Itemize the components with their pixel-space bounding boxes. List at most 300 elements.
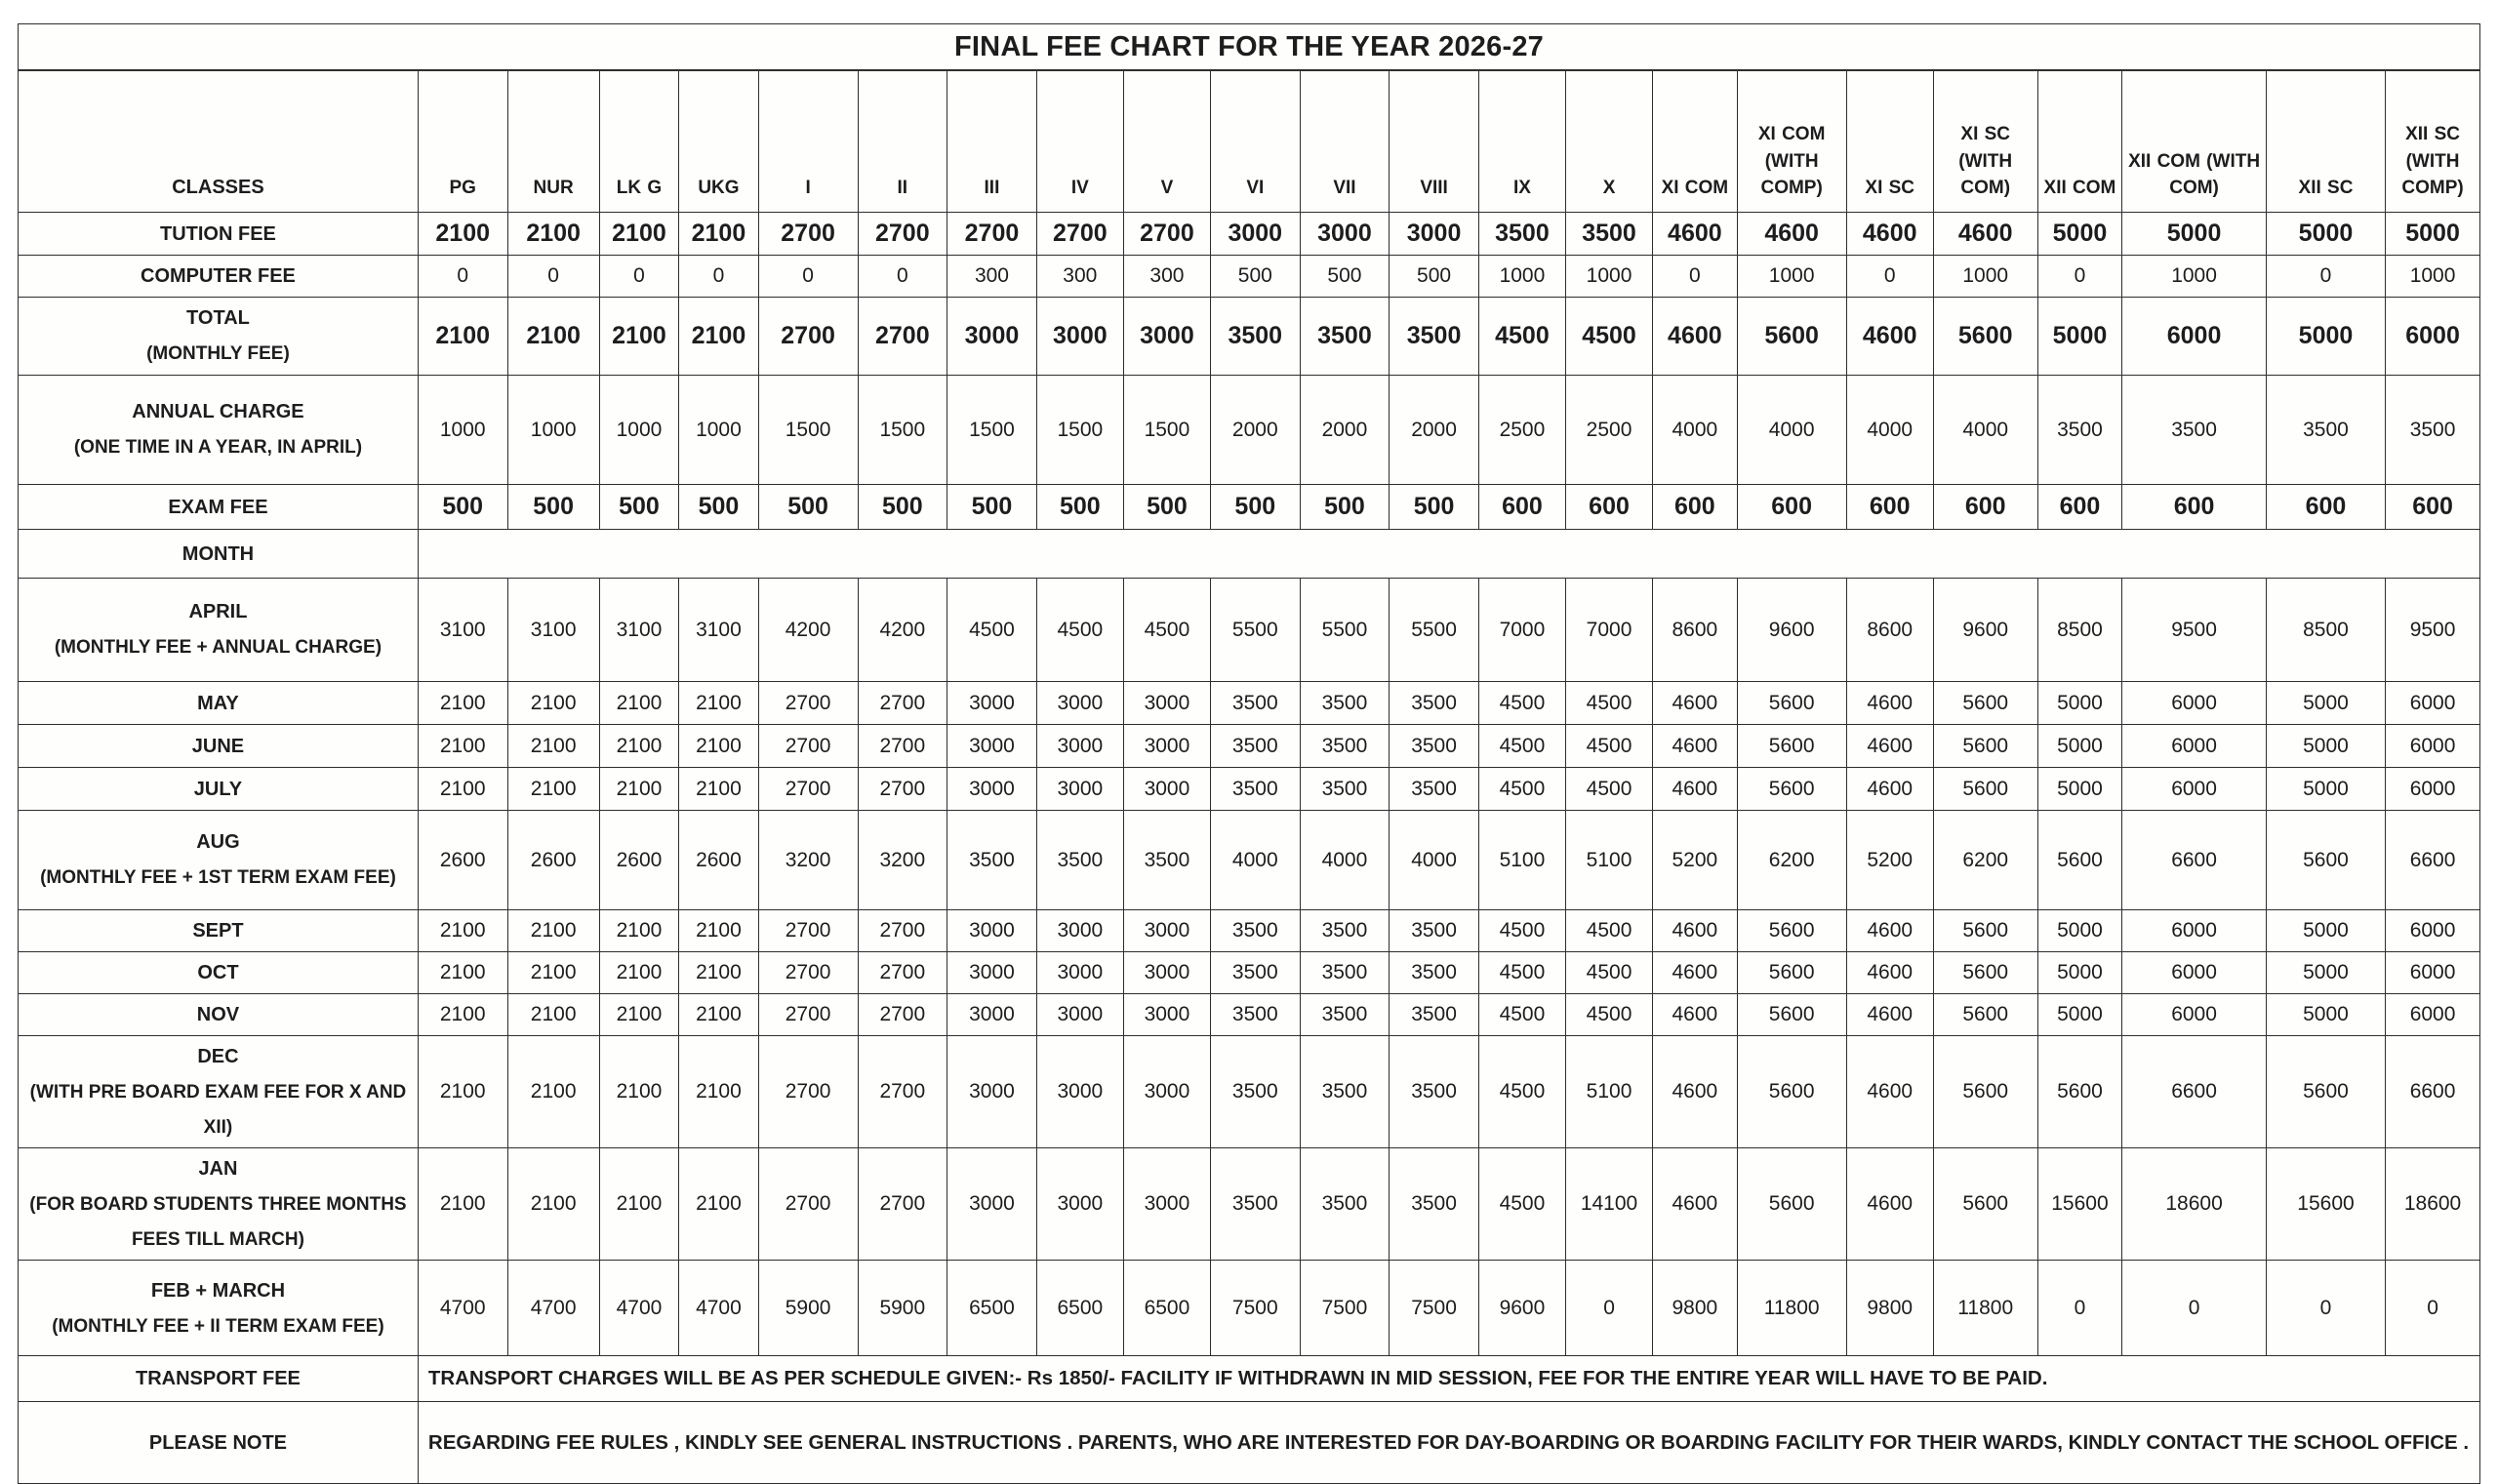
fee-value-cell: 500 <box>1036 485 1123 530</box>
fee-value-cell: 4600 <box>1846 682 1933 725</box>
fee-value-cell: 500 <box>947 485 1037 530</box>
row-label-sub: (MONTHLY FEE + 1ST TERM EXAM FEE) <box>40 867 396 889</box>
fee-value-cell: 5000 <box>2037 952 2122 994</box>
fee-row <box>19 910 2480 952</box>
fee-value-cell: 2100 <box>679 682 758 725</box>
fee-value-cell: 2100 <box>679 298 758 376</box>
fee-value-cell: 600 <box>1737 485 1846 530</box>
fee-value-cell: 4600 <box>1653 1036 1738 1148</box>
fee-value-cell: 3000 <box>1123 952 1210 994</box>
fee-value-cell: 3500 <box>1300 1148 1390 1261</box>
fee-value-cell: 4600 <box>1846 1036 1933 1148</box>
fee-value-cell: 4600 <box>1653 213 1738 256</box>
fee-value-cell: 4500 <box>1565 725 1652 768</box>
page-title: FINAL FEE CHART FOR THE YEAR 2026-27 <box>19 24 2480 71</box>
column-header: V <box>1123 70 1210 213</box>
fee-value-cell: 2100 <box>599 952 678 994</box>
fee-value-cell: 600 <box>1565 485 1652 530</box>
fee-row <box>19 1148 2480 1261</box>
fee-value-cell: 6000 <box>2122 298 2267 376</box>
fee-value-cell: 6600 <box>2122 1036 2267 1148</box>
fee-value-cell: 500 <box>758 485 858 530</box>
fee-value-cell: 7500 <box>1210 1261 1300 1356</box>
row-label-main: TOTAL <box>186 307 250 330</box>
fee-value-cell: 4600 <box>1653 768 1738 811</box>
fee-value-cell: 2700 <box>858 682 947 725</box>
fee-value-cell: 600 <box>2122 485 2267 530</box>
fee-value-cell: 6500 <box>947 1261 1037 1356</box>
fee-value-cell: 3000 <box>1300 213 1390 256</box>
column-header: NUR <box>507 70 599 213</box>
fee-value-cell: 3200 <box>858 811 947 910</box>
fee-value-cell: 6000 <box>2386 910 2480 952</box>
fee-value-cell: 500 <box>1300 485 1390 530</box>
fee-value-cell: 2100 <box>507 725 599 768</box>
fee-value-cell: 2100 <box>599 768 678 811</box>
fee-value-cell: 7000 <box>1565 579 1652 682</box>
fee-value-cell: 9500 <box>2122 579 2267 682</box>
fee-value-cell: 4600 <box>1653 725 1738 768</box>
fee-value-cell: 5000 <box>2266 952 2385 994</box>
fee-value-cell: 600 <box>2386 485 2480 530</box>
fee-value-cell: 4600 <box>1653 682 1738 725</box>
fee-value-cell: 5600 <box>1933 682 2037 725</box>
fee-value-cell: 3500 <box>1390 768 1479 811</box>
fee-value-cell: 5000 <box>2037 213 2122 256</box>
fee-value-cell: 3000 <box>1123 910 1210 952</box>
fee-value-cell: 5600 <box>1933 725 2037 768</box>
fee-row <box>19 682 2480 725</box>
fee-chart-table <box>18 23 2480 1484</box>
fee-value-cell: 2100 <box>679 768 758 811</box>
note-row-label: TRANSPORT FEE <box>19 1356 419 1402</box>
fee-value-cell: 8600 <box>1653 579 1738 682</box>
fee-value-cell: 5600 <box>1737 725 1846 768</box>
fee-value-cell: 3000 <box>1123 298 1210 376</box>
fee-value-cell: 2700 <box>858 910 947 952</box>
fee-value-cell: 5600 <box>1737 682 1846 725</box>
fee-value-cell: 3500 <box>1390 910 1479 952</box>
column-header: VI <box>1210 70 1300 213</box>
fee-value-cell: 0 <box>2266 256 2385 298</box>
fee-value-cell: 6000 <box>2122 768 2267 811</box>
fee-value-cell: 5000 <box>2037 298 2122 376</box>
fee-value-cell: 7500 <box>1300 1261 1390 1356</box>
fee-value-cell: 3000 <box>1123 1036 1210 1148</box>
fee-value-cell: 4500 <box>1565 994 1652 1036</box>
fee-value-cell: 3500 <box>1210 1148 1300 1261</box>
fee-value-cell: 2100 <box>679 1036 758 1148</box>
row-label <box>19 298 419 376</box>
fee-value-cell: 4600 <box>1846 298 1933 376</box>
fee-value-cell: 6000 <box>2386 298 2480 376</box>
fee-value-cell: 0 <box>418 256 507 298</box>
fee-value-cell: 4200 <box>858 579 947 682</box>
fee-value-cell: 6200 <box>1933 811 2037 910</box>
fee-value-cell: 3000 <box>947 1148 1037 1261</box>
fee-value-cell: 3500 <box>1478 213 1565 256</box>
fee-value-cell: 3000 <box>1210 213 1300 256</box>
fee-value-cell: 3500 <box>1300 725 1390 768</box>
fee-value-cell: 1000 <box>2386 256 2480 298</box>
column-header: IX <box>1478 70 1565 213</box>
fee-value-cell: 5600 <box>1737 952 1846 994</box>
fee-value-cell: 2000 <box>1390 376 1479 485</box>
fee-value-cell: 11800 <box>1933 1261 2037 1356</box>
fee-row <box>19 485 2480 530</box>
fee-value-cell: 3500 <box>947 811 1037 910</box>
row-label <box>19 1036 419 1148</box>
fee-value-cell: 3500 <box>1300 952 1390 994</box>
note-row-text: REGARDING FEE RULES , KINDLY SEE GENERAL INSTRUCTIONS . PARENTS, WHO ARE INTERESTED FOR DAY-BOARDING OR BOARDING FACILITY FOR THEIR WARDS, KINDLY CONTACT THE SCHOOL OFFICE . <box>418 1402 2479 1484</box>
fee-value-cell: 4700 <box>507 1261 599 1356</box>
fee-value-cell: 6600 <box>2122 811 2267 910</box>
fee-value-cell: 1500 <box>858 376 947 485</box>
column-header: VIII <box>1390 70 1479 213</box>
fee-value-cell: 5100 <box>1565 811 1652 910</box>
fee-value-cell: 500 <box>1210 256 1300 298</box>
fee-value-cell: 2100 <box>679 1148 758 1261</box>
fee-value-cell: 5600 <box>2037 811 2122 910</box>
row-label-main: SEPT <box>192 920 244 942</box>
fee-value-cell: 2700 <box>758 994 858 1036</box>
fee-value-cell: 5100 <box>1478 811 1565 910</box>
fee-value-cell: 0 <box>507 256 599 298</box>
column-header: IV <box>1036 70 1123 213</box>
fee-value-cell: 0 <box>599 256 678 298</box>
fee-value-cell: 3000 <box>947 298 1037 376</box>
title-row <box>19 24 2480 71</box>
fee-value-cell: 2700 <box>858 725 947 768</box>
row-label-main: ANNUAL CHARGE <box>132 401 304 423</box>
fee-value-cell: 5500 <box>1300 579 1390 682</box>
fee-value-cell: 3100 <box>507 579 599 682</box>
fee-value-cell: 3500 <box>1390 1036 1479 1148</box>
fee-value-cell: 3000 <box>1036 910 1123 952</box>
fee-value-cell: 2100 <box>507 682 599 725</box>
column-header: XI COM (WITH COMP) <box>1737 70 1846 213</box>
fee-value-cell: 3100 <box>418 579 507 682</box>
fee-value-cell: 4600 <box>1653 298 1738 376</box>
row-label-sub: (MONTHLY FEE + II TERM EXAM FEE) <box>52 1315 384 1337</box>
fee-value-cell: 4700 <box>418 1261 507 1356</box>
fee-value-cell: 15600 <box>2266 1148 2385 1261</box>
fee-value-cell: 500 <box>507 485 599 530</box>
fee-value-cell: 3000 <box>1123 1148 1210 1261</box>
row-label-main: EXAM FEE <box>168 496 268 518</box>
fee-value-cell: 4000 <box>1390 811 1479 910</box>
fee-value-cell: 2100 <box>507 994 599 1036</box>
fee-value-cell: 2700 <box>758 725 858 768</box>
row-label-sub: (WITH PRE BOARD EXAM FEE FOR X AND XII) <box>29 1082 407 1139</box>
fee-value-cell: 2700 <box>858 768 947 811</box>
fee-value-cell: 4600 <box>1846 725 1933 768</box>
fee-value-cell: 4500 <box>1478 1036 1565 1148</box>
column-header: II <box>858 70 947 213</box>
fee-value-cell: 2700 <box>947 213 1037 256</box>
note-row <box>19 1402 2480 1484</box>
column-header: PG <box>418 70 507 213</box>
fee-value-cell: 9800 <box>1846 1261 1933 1356</box>
fee-value-cell: 3000 <box>1036 1148 1123 1261</box>
fee-value-cell: 300 <box>947 256 1037 298</box>
fee-value-cell: 5600 <box>2266 811 2385 910</box>
fee-value-cell: 4500 <box>1478 768 1565 811</box>
fee-value-cell: 3500 <box>1300 298 1390 376</box>
fee-value-cell: 0 <box>1653 256 1738 298</box>
fee-value-cell: 6200 <box>1737 811 1846 910</box>
row-label <box>19 994 419 1036</box>
fee-value-cell: 500 <box>1300 256 1390 298</box>
row-label <box>19 376 419 485</box>
fee-value-cell: 5000 <box>2266 213 2385 256</box>
fee-value-cell: 4500 <box>1565 910 1652 952</box>
row-label <box>19 579 419 682</box>
fee-value-cell: 3000 <box>1123 725 1210 768</box>
fee-value-cell: 1500 <box>758 376 858 485</box>
fee-row <box>19 768 2480 811</box>
fee-value-cell: 600 <box>1933 485 2037 530</box>
fee-value-cell: 3500 <box>1300 994 1390 1036</box>
column-header: XII COM <box>2037 70 2122 213</box>
fee-value-cell: 6000 <box>2122 910 2267 952</box>
fee-value-cell: 6600 <box>2386 811 2480 910</box>
fee-value-cell: 2100 <box>679 213 758 256</box>
fee-value-cell: 5600 <box>2266 1036 2385 1148</box>
fee-value-cell: 4000 <box>1737 376 1846 485</box>
fee-value-cell: 3200 <box>758 811 858 910</box>
fee-value-cell: 3000 <box>1036 298 1123 376</box>
fee-value-cell: 5600 <box>1737 768 1846 811</box>
row-label-main: AUG <box>196 831 240 854</box>
fee-value-cell: 2100 <box>418 768 507 811</box>
fee-value-cell: 2700 <box>858 952 947 994</box>
fee-value-cell: 3000 <box>1036 725 1123 768</box>
fee-value-cell: 3500 <box>1390 994 1479 1036</box>
fee-value-cell: 3500 <box>1300 1036 1390 1148</box>
fee-value-cell: 500 <box>1390 256 1479 298</box>
fee-value-cell: 2700 <box>858 298 947 376</box>
fee-value-cell: 5200 <box>1846 811 1933 910</box>
fee-value-cell: 5600 <box>1737 298 1846 376</box>
row-label-main: NOV <box>196 1004 240 1025</box>
fee-value-cell: 2100 <box>599 910 678 952</box>
fee-value-cell: 2700 <box>758 952 858 994</box>
fee-value-cell: 6000 <box>2122 682 2267 725</box>
row-label-main: MONTH <box>181 542 255 565</box>
fee-value-cell: 3500 <box>2266 376 2385 485</box>
fee-value-cell: 2100 <box>599 213 678 256</box>
fee-value-cell: 4000 <box>1846 376 1933 485</box>
fee-value-cell: 1000 <box>418 376 507 485</box>
fee-value-cell: 5100 <box>1565 1036 1652 1148</box>
column-header: XI SC <box>1846 70 1933 213</box>
fee-value-cell: 14100 <box>1565 1148 1652 1261</box>
fee-value-cell: 4500 <box>1478 994 1565 1036</box>
fee-value-cell: 2600 <box>599 811 678 910</box>
fee-value-cell: 9600 <box>1737 579 1846 682</box>
fee-value-cell: 5000 <box>2037 725 2122 768</box>
fee-value-cell: 4600 <box>1846 213 1933 256</box>
row-label <box>19 1261 419 1356</box>
fee-value-cell: 8500 <box>2266 579 2385 682</box>
row-label <box>19 952 419 994</box>
fee-value-cell: 2700 <box>758 213 858 256</box>
fee-value-cell: 5000 <box>2266 725 2385 768</box>
fee-value-cell: 3000 <box>1123 994 1210 1036</box>
column-header: XII SC (WITH COMP) <box>2386 70 2480 213</box>
fee-value-cell: 3000 <box>1123 682 1210 725</box>
fee-value-cell: 5600 <box>1737 1148 1846 1261</box>
fee-value-cell: 6000 <box>2122 725 2267 768</box>
fee-value-cell: 2100 <box>599 1036 678 1148</box>
fee-value-cell: 5600 <box>1933 952 2037 994</box>
fee-value-cell: 2100 <box>599 725 678 768</box>
fee-value-cell: 1000 <box>679 376 758 485</box>
fee-value-cell: 4500 <box>1478 298 1565 376</box>
fee-value-cell: 5000 <box>2266 682 2385 725</box>
fee-value-cell: 3000 <box>947 1036 1037 1148</box>
fee-value-cell: 3500 <box>1300 768 1390 811</box>
row-label <box>19 768 419 811</box>
fee-value-cell: 500 <box>418 485 507 530</box>
fee-value-cell: 3500 <box>1210 682 1300 725</box>
note-row-label: PLEASE NOTE <box>19 1402 419 1484</box>
fee-value-cell: 6500 <box>1036 1261 1123 1356</box>
fee-value-cell: 3000 <box>947 910 1037 952</box>
fee-value-cell: 5600 <box>1737 910 1846 952</box>
fee-value-cell: 11800 <box>1737 1261 1846 1356</box>
fee-value-cell: 5600 <box>1737 1036 1846 1148</box>
fee-value-cell: 18600 <box>2122 1148 2267 1261</box>
fee-value-cell: 9600 <box>1933 579 2037 682</box>
row-label-sub: (MONTHLY FEE + ANNUAL CHARGE) <box>54 637 383 659</box>
fee-value-cell: 9800 <box>1653 1261 1738 1356</box>
row-label-main: COMPUTER FEE <box>141 265 296 287</box>
fee-value-cell: 3500 <box>1210 725 1300 768</box>
fee-value-cell: 4200 <box>758 579 858 682</box>
fee-value-cell: 3500 <box>1300 682 1390 725</box>
fee-value-cell: 3000 <box>1123 768 1210 811</box>
fee-value-cell: 2100 <box>507 213 599 256</box>
row-label-sub: (FOR BOARD STUDENTS THREE MONTHS FEES TILL MARCH) <box>29 1194 407 1251</box>
row-label-main: APRIL <box>188 601 248 623</box>
fee-value-cell: 18600 <box>2386 1148 2480 1261</box>
fee-value-cell: 4500 <box>1036 579 1123 682</box>
fee-value-cell: 3100 <box>679 579 758 682</box>
fee-value-cell: 5600 <box>1933 298 2037 376</box>
fee-value-cell: 6000 <box>2386 725 2480 768</box>
classes-header-label: CLASSES <box>19 70 419 213</box>
class-header-row <box>19 70 2480 213</box>
fee-value-cell: 5000 <box>2266 298 2385 376</box>
row-label <box>19 811 419 910</box>
fee-value-cell: 3500 <box>1390 725 1479 768</box>
fee-value-cell: 3500 <box>1390 298 1479 376</box>
fee-value-cell: 3500 <box>1565 213 1652 256</box>
row-label-main: JAN <box>198 1158 238 1181</box>
fee-value-cell: 500 <box>679 485 758 530</box>
fee-value-cell: 3000 <box>947 952 1037 994</box>
fee-value-cell: 3000 <box>1036 682 1123 725</box>
fee-value-cell: 5000 <box>2122 213 2267 256</box>
fee-row <box>19 725 2480 768</box>
row-label-main: TUTION FEE <box>160 222 276 245</box>
row-label-main: MAY <box>197 692 239 714</box>
fee-value-cell: 4600 <box>1846 910 1933 952</box>
column-header: XII COM (WITH COM) <box>2122 70 2267 213</box>
fee-value-cell: 4700 <box>679 1261 758 1356</box>
fee-value-cell: 4000 <box>1653 376 1738 485</box>
fee-value-cell: 500 <box>858 485 947 530</box>
column-header: LK G <box>599 70 678 213</box>
fee-value-cell: 4000 <box>1933 376 2037 485</box>
fee-value-cell: 2100 <box>599 682 678 725</box>
fee-value-cell: 5000 <box>2037 682 2122 725</box>
fee-value-cell: 4000 <box>1210 811 1300 910</box>
fee-value-cell: 3500 <box>1123 811 1210 910</box>
row-label <box>19 530 419 579</box>
fee-value-cell: 0 <box>2037 1261 2122 1356</box>
fee-value-cell: 6000 <box>2386 768 2480 811</box>
fee-value-cell: 2700 <box>858 1148 947 1261</box>
fee-value-cell: 3100 <box>599 579 678 682</box>
fee-value-cell: 2100 <box>418 910 507 952</box>
fee-value-cell: 3500 <box>2037 376 2122 485</box>
fee-value-cell: 2100 <box>507 768 599 811</box>
fee-value-cell: 1000 <box>1737 256 1846 298</box>
fee-value-cell: 1000 <box>2122 256 2267 298</box>
fee-value-cell: 2100 <box>679 994 758 1036</box>
fee-value-cell: 2100 <box>418 952 507 994</box>
fee-value-cell: 2100 <box>418 298 507 376</box>
fee-value-cell: 2100 <box>507 298 599 376</box>
fee-value-cell: 0 <box>1565 1261 1652 1356</box>
fee-value-cell: 7000 <box>1478 579 1565 682</box>
fee-value-cell: 5000 <box>2266 994 2385 1036</box>
fee-value-cell: 4500 <box>1123 579 1210 682</box>
fee-value-cell: 3000 <box>947 725 1037 768</box>
fee-value-cell: 0 <box>2037 256 2122 298</box>
fee-value-cell: 5000 <box>2037 910 2122 952</box>
fee-value-cell: 7500 <box>1390 1261 1479 1356</box>
fee-value-cell: 2100 <box>418 725 507 768</box>
fee-value-cell: 2700 <box>1123 213 1210 256</box>
fee-value-cell: 6600 <box>2386 1036 2480 1148</box>
fee-value-cell: 3500 <box>1210 910 1300 952</box>
fee-value-cell: 0 <box>679 256 758 298</box>
fee-value-cell: 5000 <box>2386 213 2480 256</box>
fee-row <box>19 811 2480 910</box>
fee-value-cell: 4600 <box>1846 768 1933 811</box>
fee-value-cell: 4600 <box>1846 1148 1933 1261</box>
fee-value-cell: 1000 <box>599 376 678 485</box>
fee-row <box>19 213 2480 256</box>
fee-value-cell: 600 <box>2037 485 2122 530</box>
fee-value-cell: 500 <box>1210 485 1300 530</box>
row-label-main: JULY <box>193 778 243 800</box>
fee-value-cell: 3500 <box>2122 376 2267 485</box>
fee-value-cell: 3000 <box>1036 768 1123 811</box>
fee-value-cell: 2100 <box>679 725 758 768</box>
fee-value-cell: 2100 <box>599 298 678 376</box>
fee-row <box>19 530 2480 579</box>
fee-value-cell: 2700 <box>758 298 858 376</box>
fee-value-cell: 3500 <box>1210 298 1300 376</box>
row-label <box>19 910 419 952</box>
row-label-sub: (ONE TIME IN A YEAR, IN APRIL) <box>73 437 363 459</box>
fee-value-cell: 2700 <box>758 682 858 725</box>
